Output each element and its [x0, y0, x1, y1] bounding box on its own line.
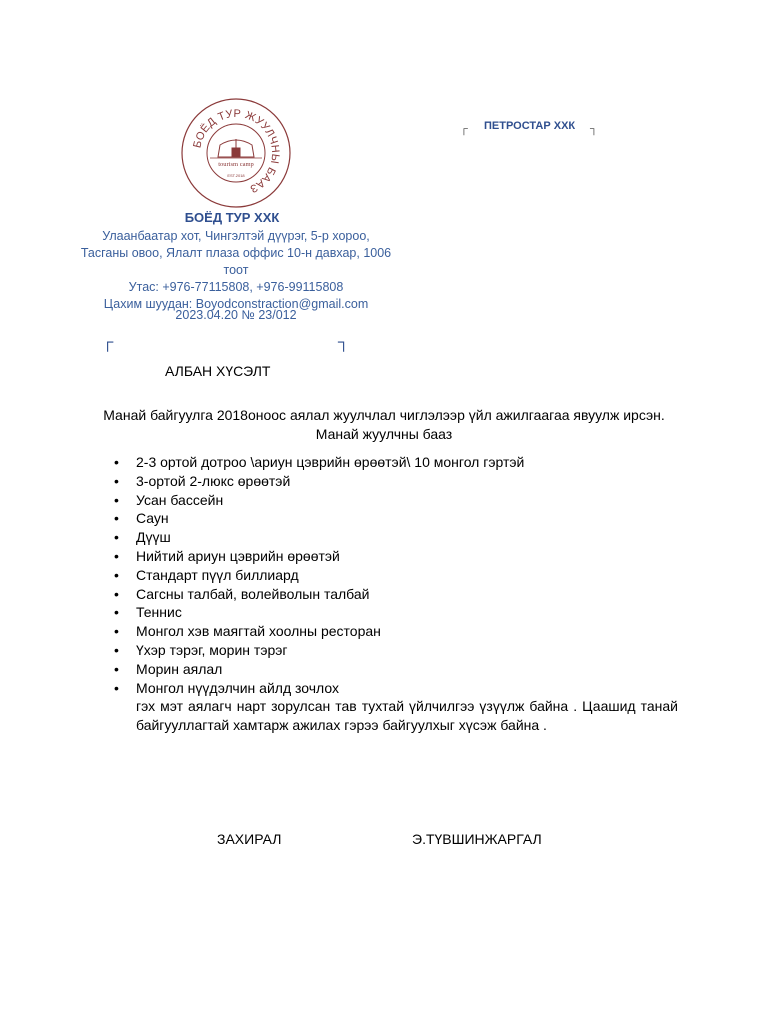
list-item: • 3-ортой 2-люкс өрөөтэй — [108, 472, 524, 491]
date-bracket-left: ┌ — [102, 334, 114, 351]
letter-intro — [90, 406, 678, 444]
yurt-icon — [210, 139, 262, 158]
logo-sub-text: tourism camp — [218, 161, 254, 168]
logo-ring-text: БОЁД ТУР ЖУУЛЧНЫ БААЗ — [191, 107, 282, 195]
list-item: • Үхэр тэрэг, морин тэрэг — [108, 641, 524, 660]
list-item: • Усан бассейн — [108, 491, 524, 510]
address-line: Улаанбаатар хот, Чингэлтэй дүүрэг, 5-р хороо, — [102, 229, 370, 243]
sender-phone: Утас: +976-77115808, +976-99115808 — [128, 280, 344, 294]
signature-name: Э.ТҮВШИНЖАРГАЛ — [412, 831, 542, 847]
bracket-right-mark: ┐ — [590, 123, 598, 135]
list-item: • Монгол хэв маягтай хоолны ресторан — [108, 622, 524, 641]
list-item: • 2-3 ортой дотроо \ариун цэврийн өрөөтэй\ 10 монгол гэртэй — [108, 453, 524, 472]
facility-list — [108, 453, 524, 697]
address-line: тоот — [223, 263, 249, 277]
company-logo — [180, 97, 292, 209]
intro-line: Манай жуулчны бааз — [315, 426, 453, 442]
logo-est-text: EST.2018 — [227, 173, 245, 178]
letter-title: АЛБАН ХҮСЭЛТ — [165, 363, 271, 379]
list-item: • Дүүш — [108, 528, 524, 547]
list-item: • Теннис — [108, 603, 524, 622]
signature-title: ЗАХИРАЛ — [217, 831, 282, 847]
list-item: • Нийтий ариун цэврийн өрөөтэй — [108, 547, 524, 566]
sender-company: БОЁД ТУР ХХК — [184, 210, 280, 225]
list-item: • Сагсны талбай, волейволын талбай — [108, 585, 524, 604]
date-bracket-right: ┐ — [338, 334, 350, 351]
address-line: Тасганы овоо, Ялалт плаза оффис 10-н давхар, 1006 — [80, 246, 392, 260]
list-item: • Монгол нүүдэлчин айлд зочлох — [108, 679, 524, 698]
letter-continuation: гэх мэт аялагч нарт зорулсан тав тухтай үйлчилгээ үзүүлж байна . Цаашид танай байгууллагтай хамтарж ажилах гэрээ байгуулхыг хүсэж байна . — [136, 698, 678, 733]
sender-ref: 2023.04.20 № 23/012 — [175, 308, 297, 320]
bracket-left-mark: ┌ — [460, 123, 468, 135]
list-item: • Морин аялал — [108, 660, 524, 679]
recipient-name: ПЕТРОСТАР ХХК — [484, 120, 576, 132]
sender-address — [70, 228, 402, 320]
sender-email: Цахим шуудан: Boyodconstraction@gmail.com — [103, 297, 369, 311]
intro-line: Манай байгуулга 2018оноос аялал жуулчлал чиглэлээр үйл ажилгаагаа явуулж ирсэн. — [103, 407, 665, 423]
list-item: • Стандарт пүүл биллиард — [108, 566, 524, 585]
list-item: • Саун — [108, 509, 524, 528]
